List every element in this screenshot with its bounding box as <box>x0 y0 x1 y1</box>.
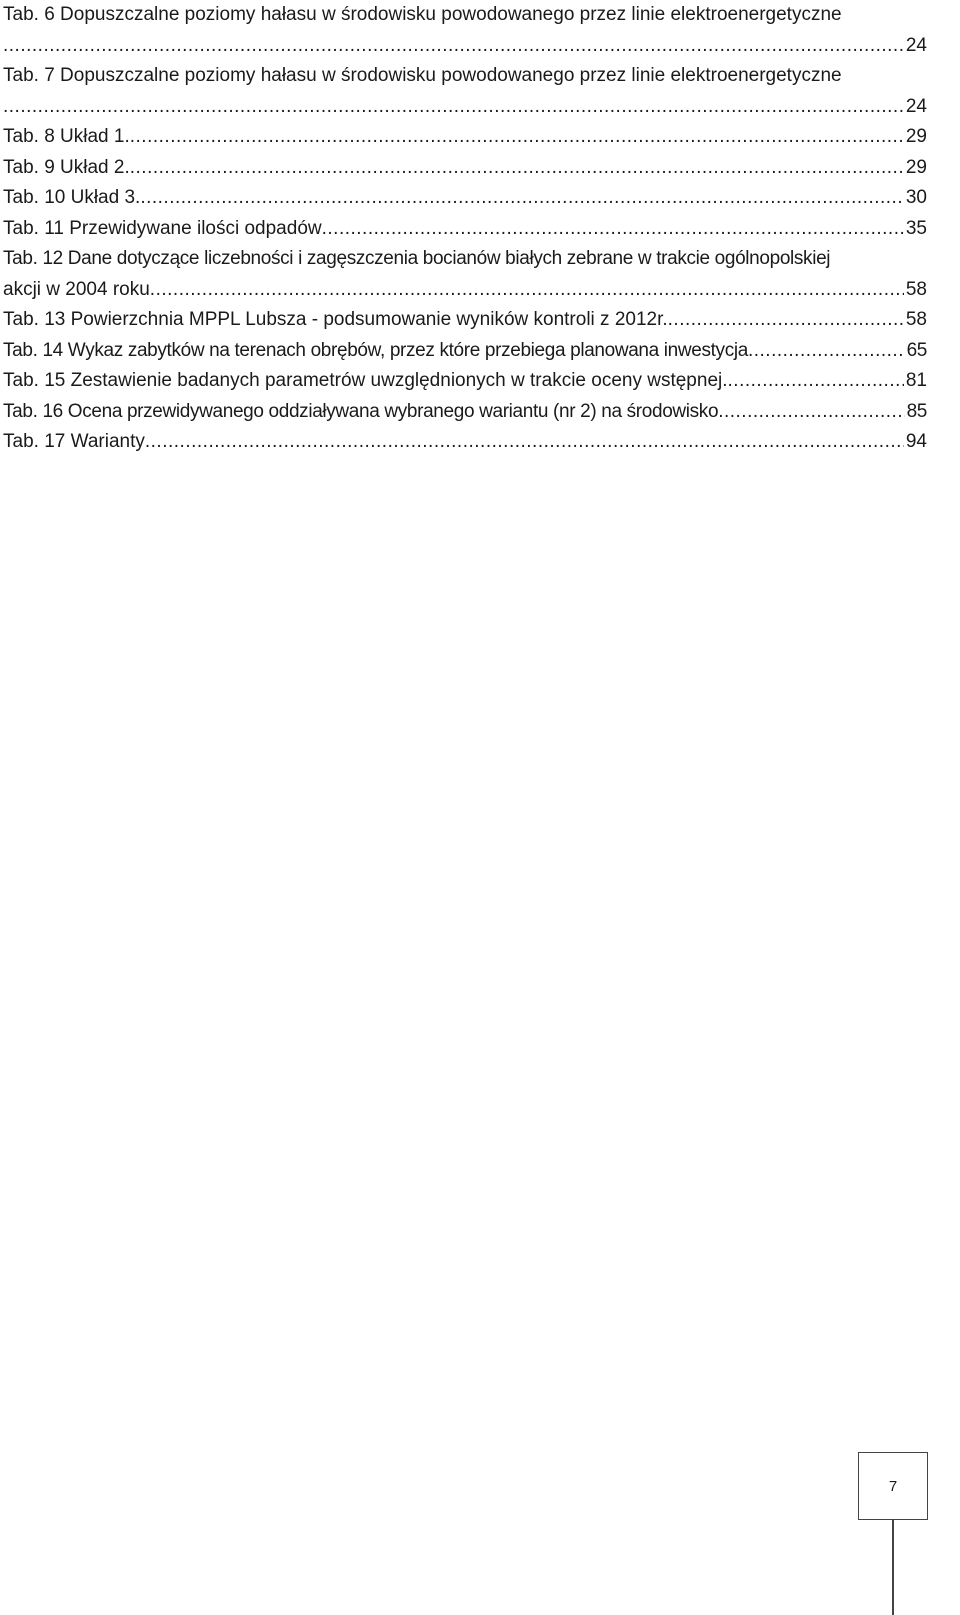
toc-entry-tab-11[interactable] <box>3 214 927 245</box>
toc-entry-title: Tab. 7 Dopuszczalne poziomy hałasu w środowisku powodowanego przez linie elektroenergetyczne <box>3 65 842 86</box>
toc-entry-tab-10[interactable] <box>3 183 927 214</box>
page-number: 7 <box>888 1477 898 1495</box>
toc-page-number: 30 <box>905 187 927 208</box>
toc-page-number: 81 <box>905 370 927 391</box>
toc-entry-title: Tab. 14 Wykaz zabytków na terenach obrębów, przez które przebiega planowana inwestycja <box>3 339 748 361</box>
toc-entry-tab-15[interactable] <box>3 366 927 397</box>
toc-page-number: 29 <box>905 156 927 178</box>
toc-entry-title: Tab. 11 Przewidywane ilości odpadów <box>3 217 322 239</box>
toc-leader-dots <box>145 427 904 458</box>
toc-page-number: 85 <box>906 400 927 422</box>
toc-page-number: 24 <box>905 95 927 117</box>
toc-entry-title: Tab. 10 Układ 3. <box>3 187 141 208</box>
table-of-tables <box>3 0 927 458</box>
toc-page-number: 35 <box>905 217 927 239</box>
toc-entry-title-line <box>3 244 927 275</box>
toc-leader-dots <box>150 275 904 306</box>
toc-entry-tab-16[interactable] <box>3 397 927 428</box>
toc-entry-title-line <box>3 0 927 31</box>
toc-leader-dots <box>322 214 904 245</box>
toc-entry-tab-7[interactable] <box>3 61 927 122</box>
toc-leader-dots <box>130 153 904 184</box>
toc-page-number: 58 <box>905 278 927 300</box>
toc-entry-title: Tab. 16 Ocena przewidywanego oddziaływana wybranego wariantu (nr 2) na środowisko <box>3 400 719 422</box>
toc-page-number: 29 <box>905 126 927 147</box>
toc-page-number: 24 <box>905 34 927 56</box>
toc-page-number: 58 <box>905 309 927 330</box>
toc-leader-dots <box>718 397 904 428</box>
toc-leader-dots <box>140 183 904 214</box>
toc-entry-title-line <box>3 61 927 92</box>
toc-entry-continuation: akcji w 2004 roku <box>3 278 150 300</box>
toc-entry-title: Tab. 6 Dopuszczalne poziomy hałasu w środowisku powodowanego przez linie elektroenergetyczne <box>3 4 842 25</box>
toc-entry-tab-17[interactable] <box>3 427 927 458</box>
toc-page-number: 65 <box>906 339 927 361</box>
toc-entry-title: Tab. 8 Układ 1. <box>3 126 130 147</box>
toc-leader-dots <box>3 92 904 123</box>
toc-entry-title: Tab. 12 Dane dotyczące liczebności i zagęszczenia bocianów białych zebrane w trakcie ogólnopolskiej <box>3 248 831 269</box>
toc-entry-tab-9[interactable] <box>3 153 927 184</box>
toc-entry-tab-12[interactable] <box>3 244 927 305</box>
page-number-box <box>858 1452 928 1520</box>
page-number-connector-line <box>892 1520 894 1615</box>
toc-entry-title: Tab. 15 Zestawienie badanych parametrów uwzględnionych w trakcie oceny wstępnej. <box>3 370 728 391</box>
toc-entry-tab-13[interactable] <box>3 305 927 336</box>
toc-entry-tab-8[interactable] <box>3 122 927 153</box>
toc-leader-dots <box>3 31 904 62</box>
toc-entry-tab-14[interactable] <box>3 336 927 367</box>
toc-entry-title: Tab. 13 Powierzchnia MPPL Lubsza - podsumowanie wyników kontroli z 2012r. <box>3 309 668 330</box>
toc-entry-tab-6[interactable] <box>3 0 927 61</box>
toc-leader-dots <box>130 122 904 153</box>
toc-leader-dots <box>728 366 904 397</box>
toc-leader-dots <box>668 305 904 336</box>
toc-leader-dots <box>748 336 905 367</box>
toc-entry-title: Tab. 17 Warianty <box>3 431 145 452</box>
toc-page-number: 94 <box>905 431 927 452</box>
toc-entry-title: Tab. 9 Układ 2. <box>3 156 130 178</box>
